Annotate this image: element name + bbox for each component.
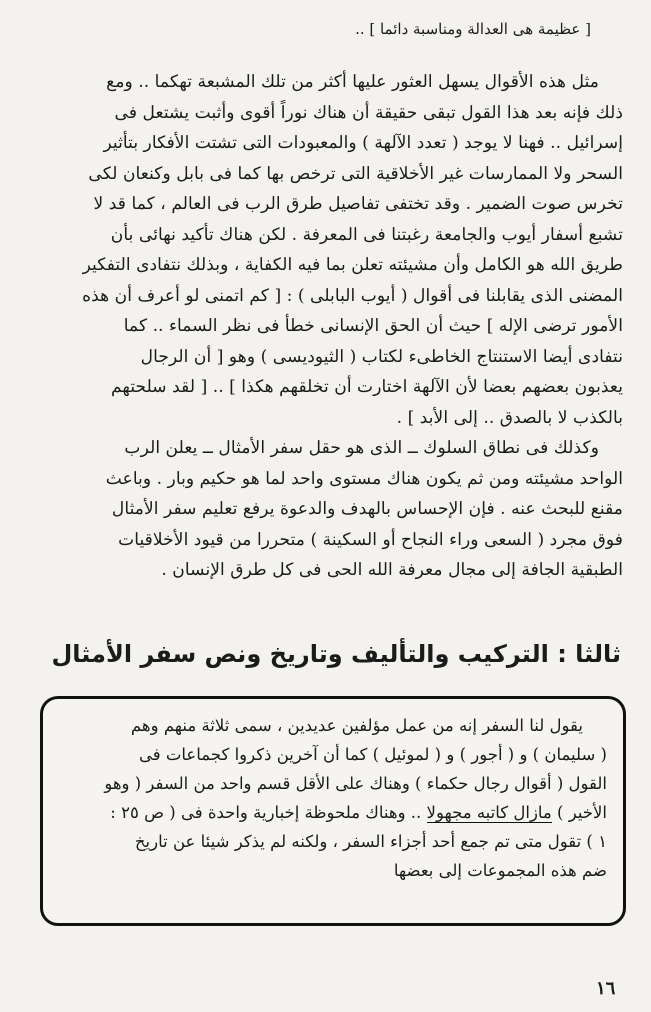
text-line: وكذلك فى نطاق السلوك ــ الذى هو حقل سفر الأمثال ــ يعلن الرب (124, 438, 599, 458)
text-line: يعذبون بعضهم بعضا لأن الآلهة اختارت أن تخلقهم هكذا ] .. [ لقد سلحتهم (110, 377, 623, 397)
page-number: ١٦ (596, 978, 616, 999)
quote-text (55, 711, 607, 885)
text-segment: .. وهناك ملحوظة إخبارية واحدة فى ( ص ٢٥ : (110, 803, 422, 822)
text-line: [ عظيمة هى العدالة ومناسبة دائما ] .. (355, 20, 591, 38)
text-line: نتفادى أيضا الاستنتاج الخاطىء لكتاب ( الثيوديسى ) وهو [ أن الرجال (140, 346, 623, 367)
text-line: الأمور ترضى الإله ] حيث أن الحق الإنسانى خطأ فى نظر السماء .. كما (123, 316, 623, 336)
text-line: مقنع للبحث عنه . فإن الإحساس بالهدف والدعوة يرفع تعليم سفر الأمثال (111, 499, 623, 519)
text-line: الطبقية الجافة إلى مجال معرفة الله الحى فى كل طرق الإنسان . (161, 560, 623, 580)
main-paragraphs (50, 67, 623, 586)
text-segment: الأخير ) (557, 803, 607, 822)
text-line: تشبع أسفار أيوب والجامعة رغبتنا فى المعرفة . لكن هناك تأكيد نهائى بأن (110, 224, 623, 245)
text-line: ١ ) تقول متى تم جمع أحد أجزاء السفر ، ولكنه لم يذكر شيئا عن تاريخ (134, 832, 607, 851)
text-line: القول ( أقوال رجال حكماء ) وهناك على الأقل قسم واحد من السفر ( وهو (104, 774, 607, 793)
text-line: يقول لنا السفر إنه من عمل مؤلفين عديدين ، سمى ثلاثة منهم وهم (130, 716, 583, 735)
continued-quote-line (260, 14, 591, 45)
text-line: ضم هذه المجموعات إلى بعضها (393, 861, 607, 880)
text-line: المضنى الذى يقابلنا فى أقوال ( أيوب البابلى ) : [ كم اتمنى لو أعرف أن هذه (82, 285, 623, 306)
text-line: السحر ولا الممارسات غير الأخلاقية التى ترخص بها كما فى بابل وكنعان لكى (88, 163, 623, 184)
text-line: بالكذب لا بالصدق .. إلى الأبد ] . (396, 407, 623, 428)
text-line: تخرس صوت الضمير . وقد تختفى تفاصيل طرق الرب فى العالم ، كما قد لا (93, 194, 623, 214)
text-line (55, 798, 607, 827)
text-line: فوق مجرد ( السعى وراء النجاح أو السكينة ) متحررا من قيود الأخلاقيات (118, 529, 623, 550)
quote-box (40, 696, 626, 926)
text-line: مثل هذه الأقوال يسهل العثور عليها أكثر من تلك المشبعة تهكما .. ومع (106, 72, 599, 92)
text-line: ذلك فإنه بعد هذا القول تبقى حقيقة أن هناك نوراً أقوى وأثبت يشتعل فى (114, 102, 623, 123)
section-heading: ثالثا : التركيب والتأليف وتاريخ ونص سفر الأمثال (51, 640, 621, 668)
text-line: طريق الله هو الكامل وأن مشيئته تعلن بما فيه الكفاية ، وبذلك نتفادى التفكير (82, 255, 623, 275)
underlined-phrase: مازال كاتبه مجهولا (426, 803, 552, 822)
text-line: ( سليمان ) و ( أجور ) و ( لموئيل ) كما أن آخرين ذكروا كجماعات فى (138, 745, 607, 764)
text-line: إسرائيل .. فهنا لا يوجد ( تعدد الآلهة ) والمعبودات التى تشتت الأفكار بتأثير (103, 133, 623, 153)
text-line: الواحد مشيئته ومن ثم يكون هناك مستوى واحد لما هو حكيم وبار . وباعث (105, 468, 623, 489)
